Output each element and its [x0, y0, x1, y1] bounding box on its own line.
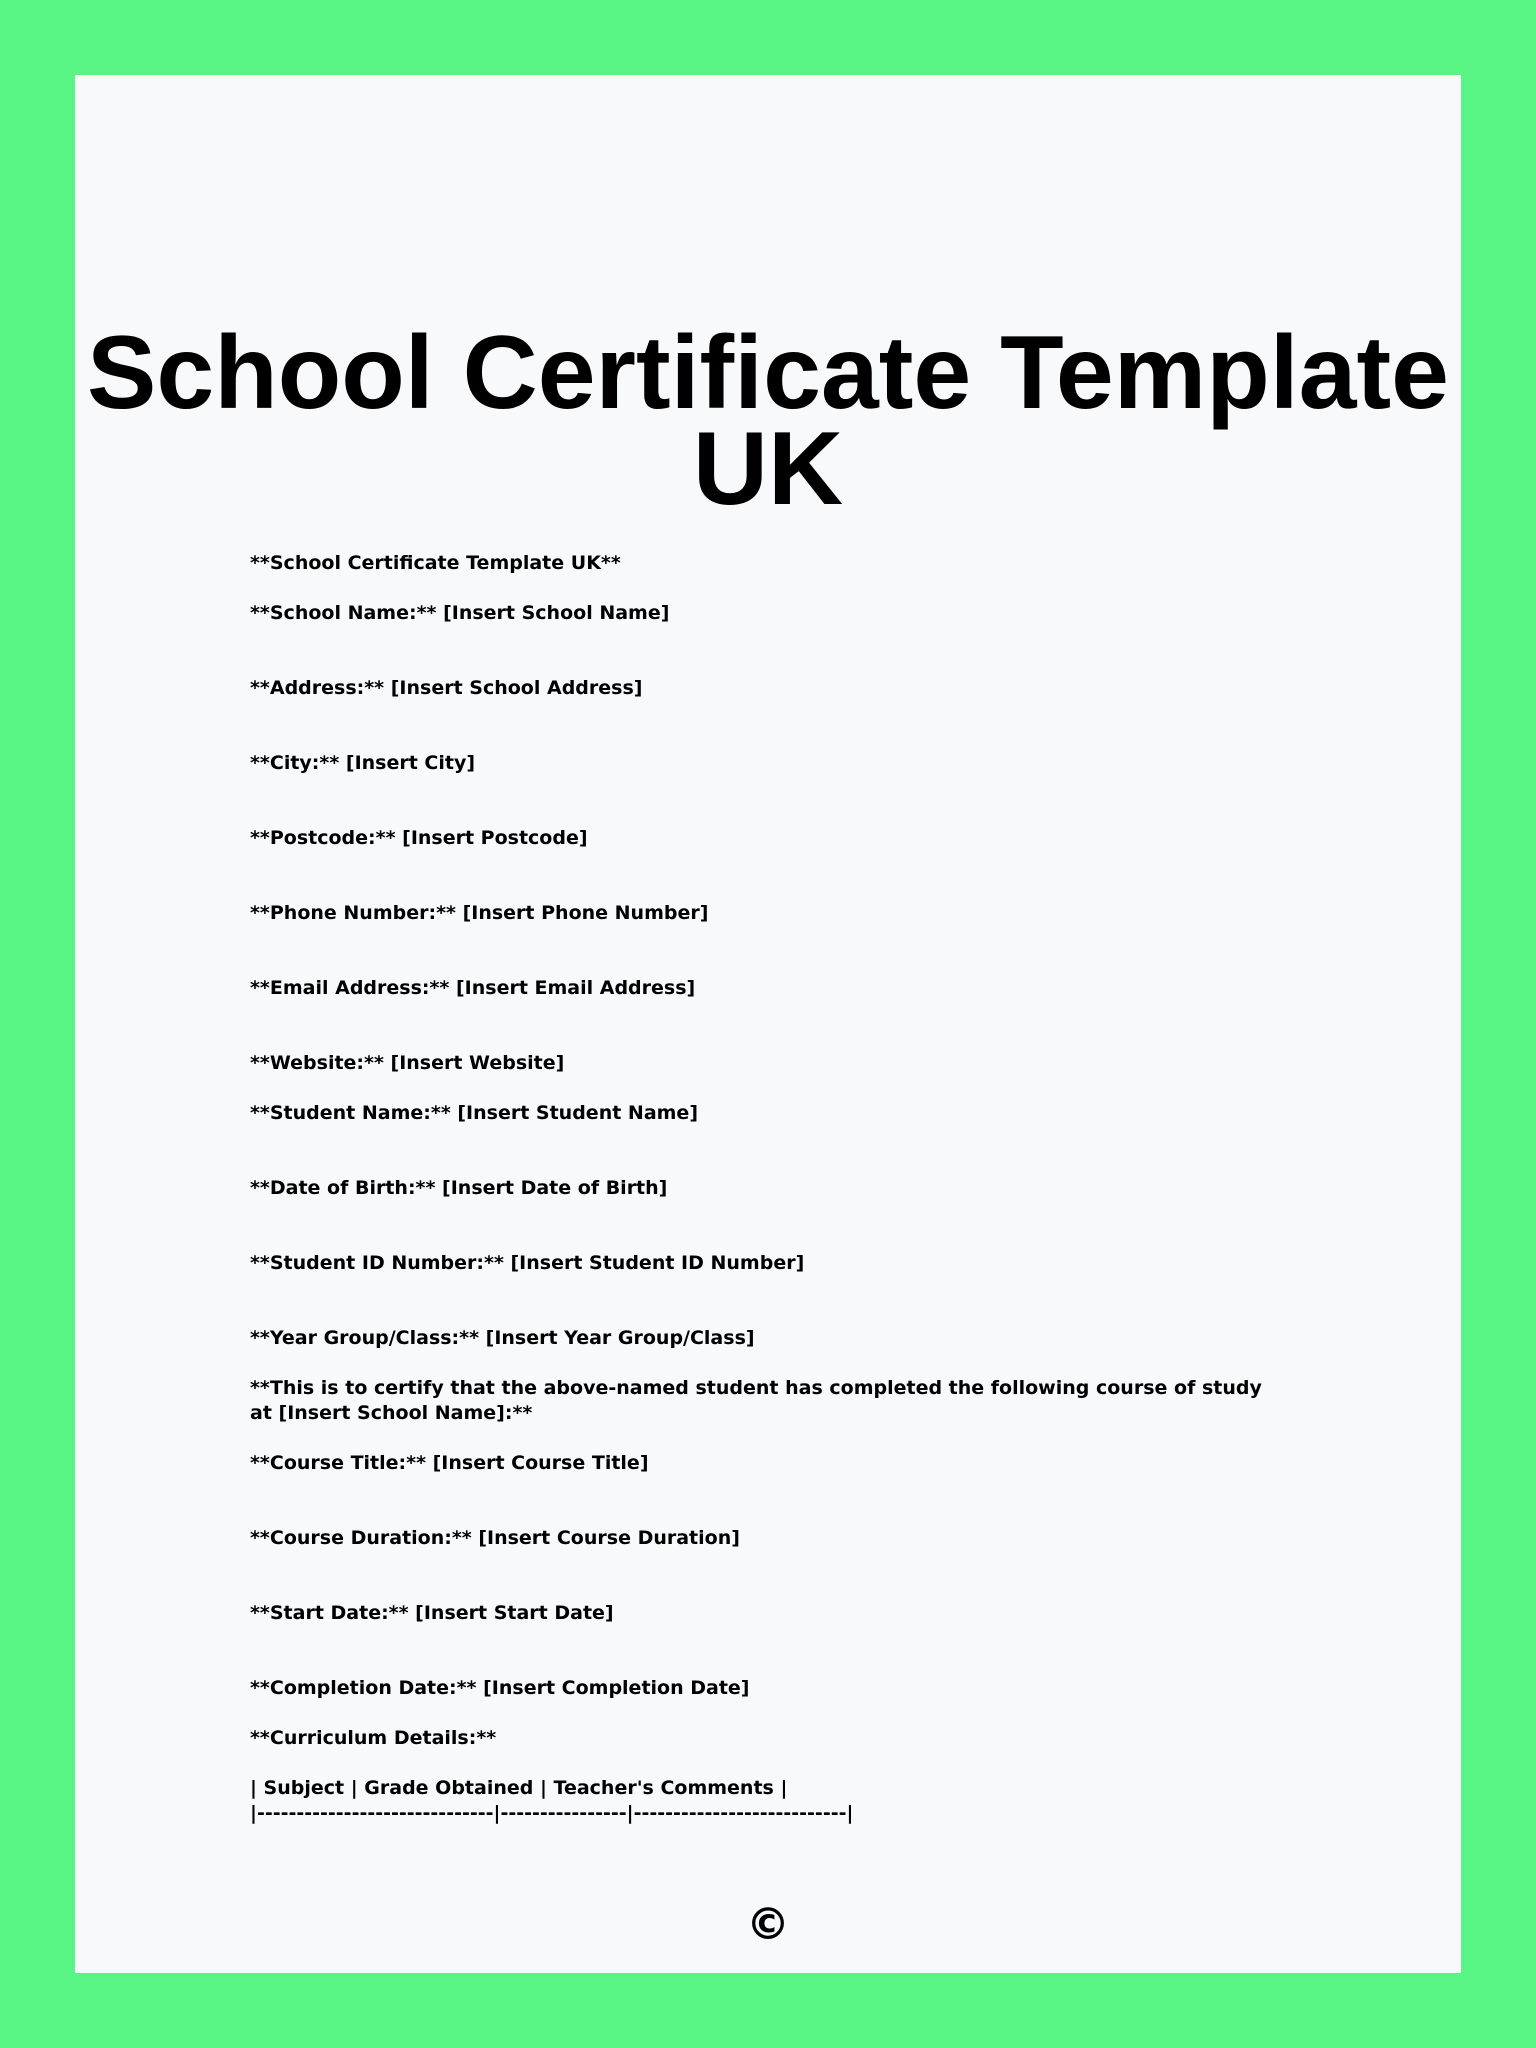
phone-line: **Phone Number:** [Insert Phone Number]	[250, 902, 709, 924]
heading-line: **School Certificate Template UK**	[250, 552, 621, 574]
city-line: **City:** [Insert City]	[250, 752, 476, 774]
certificate-page	[75, 75, 1461, 1973]
address-line: **Address:** [Insert School Address]	[250, 677, 643, 699]
table-separator-row: |------------------------------|----------------|---------------------------|	[250, 1802, 854, 1824]
page-title: School Certificate Template UK	[87, 315, 1449, 527]
copyright-icon: ©	[746, 1899, 790, 1950]
completion-date-line: **Completion Date:** [Insert Completion Date]	[250, 1677, 750, 1699]
dob-line: **Date of Birth:** [Insert Date of Birth]	[250, 1177, 668, 1199]
website-line: **Website:** [Insert Website]	[250, 1052, 565, 1074]
course-title-line: **Course Title:** [Insert Course Title]	[250, 1452, 649, 1474]
year-group-line: **Year Group/Class:** [Insert Year Group/Class]	[250, 1327, 755, 1349]
school-name-line: **School Name:** [Insert School Name]	[250, 602, 670, 624]
student-name-line: **Student Name:** [Insert Student Name]	[250, 1102, 699, 1124]
certify-statement: **This is to certify that the above-named student has completed the following course of study at [Insert School Name]:**	[250, 1377, 1262, 1424]
start-date-line: **Start Date:** [Insert Start Date]	[250, 1602, 614, 1624]
curriculum-heading: **Curriculum Details:**	[250, 1727, 497, 1749]
postcode-line: **Postcode:** [Insert Postcode]	[250, 827, 588, 849]
email-line: **Email Address:** [Insert Email Address]	[250, 977, 696, 999]
course-duration-line: **Course Duration:** [Insert Course Duration]	[250, 1527, 740, 1549]
table-header-row: | Subject | Grade Obtained | Teacher's Comments |	[250, 1777, 788, 1799]
student-id-line: **Student ID Number:** [Insert Student ID Number]	[250, 1252, 805, 1274]
